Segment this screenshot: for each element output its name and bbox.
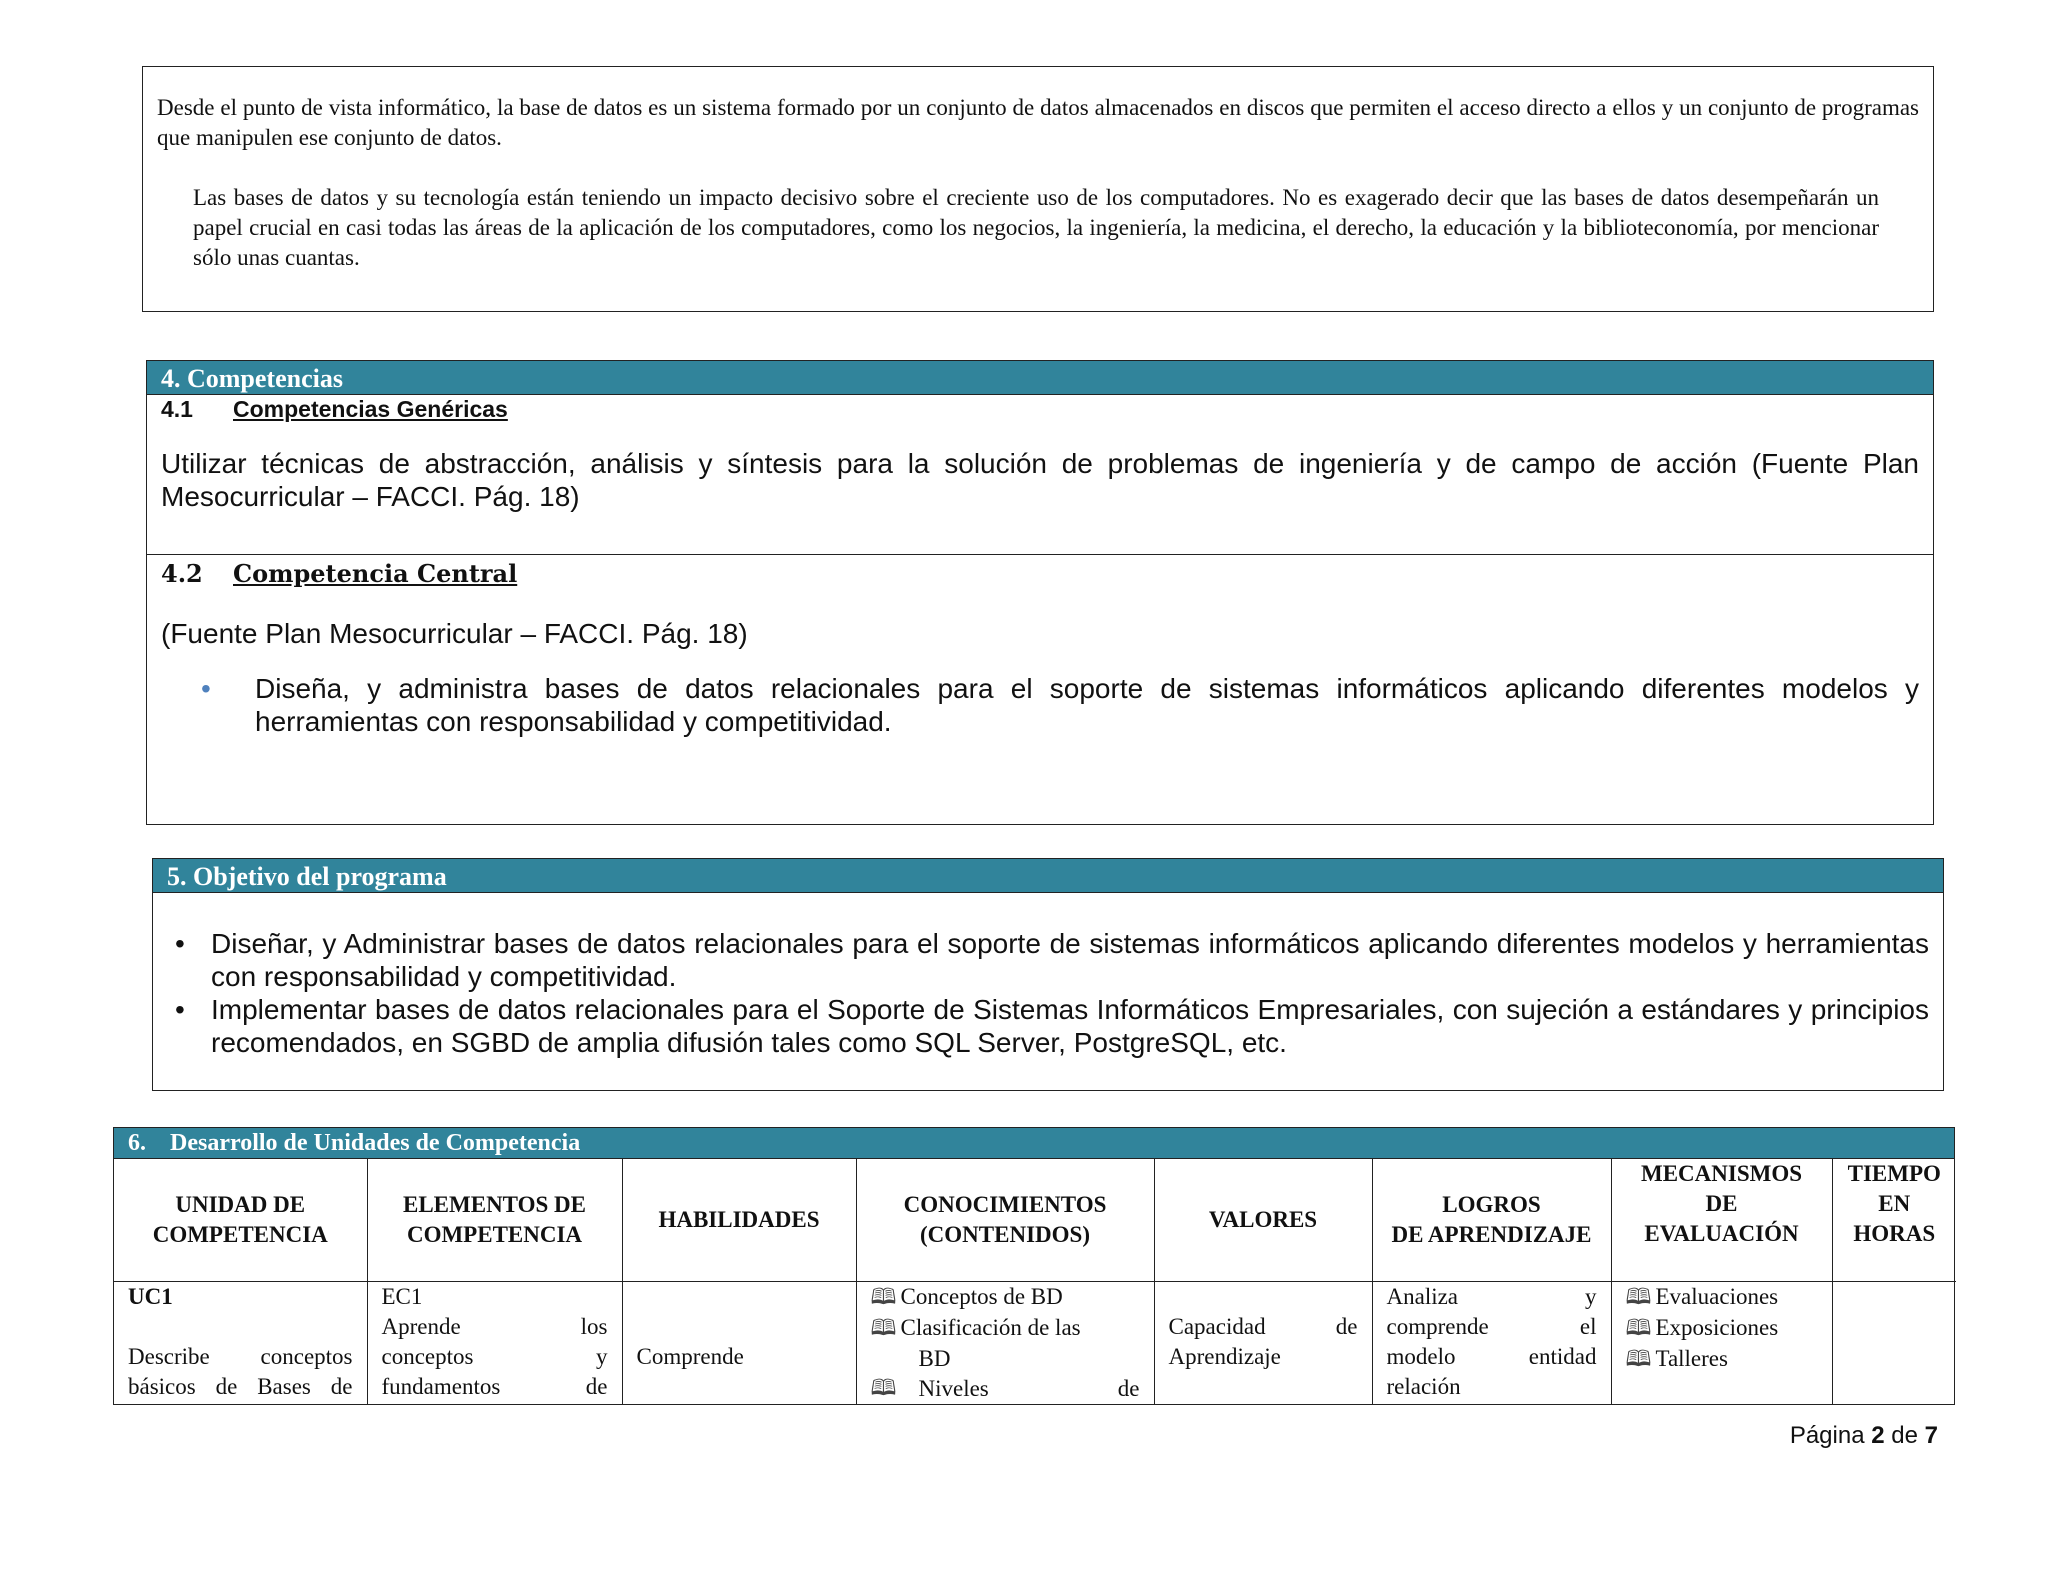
competencias-genericas-text: Utilizar técnicas de abstracción, análisis y síntesis para la solución de problemas de ingeniería y de campo de acción (Fuente Plan Mesocurricular – FACCI. Pág. 18) [161,448,1919,512]
competencia-central-list [161,672,1919,738]
section-4-title: 4. Competencias [147,361,1933,395]
unit-code: UC1 [128,1284,173,1309]
list-item [175,993,1929,1059]
section-objetivo [152,858,1944,1091]
open-book-icon: 🕮 [1625,1347,1652,1372]
column-header: CONOCIMIENTOS (CONTENIDOS) [856,1159,1154,1282]
open-book-icon: 🕮 [1625,1316,1652,1341]
list-item-text: Implementar bases de datos relacionales para el Soporte de Sistemas Informáticos Empresariales, con sujeción a estándares y principios recomendados, en SGBD de amplia difusión tales como SQL Server, PostgreSQL, etc. [211,994,1929,1058]
section-competencias [146,360,1934,825]
skill-text: Comprende [636,1344,744,1369]
open-book-icon: 🕮 [1625,1285,1652,1310]
bullet-icon: • [175,994,185,1025]
evaluation-cell: 🕮 Evaluaciones 🕮 Exposiciones 🕮 Talleres [1611,1282,1832,1405]
unit-cell: UC1 Describe conceptos básicos de Bases de [114,1282,367,1405]
column-header: TIEMPO EN HORAS [1832,1159,1956,1282]
page-number: Página 2 de 7 [1789,1422,1938,1449]
competencia-central [147,555,1933,738]
intro-paragraph-1: Desde el punto de vista informático, la base de datos es un sistema formado por un conjunto de datos almacenados en discos que permiten el acceso directo a ellos y un conjunto de programas que manipulen ese conjunto de datos. [157,95,1919,150]
competencias-genericas [147,395,1933,555]
intro-paragraph-2: Las bases de datos y su tecnología están teniendo un impacto decisivo sobre el creciente uso de los computadores. No es exagerado decir que las bases de datos desempeñarán un papel crucial en casi todas las áreas de la aplicación de los computadores, como los negocios, la ingeniería, la medicina, el derecho, la educación y la biblioteconomía, por mencionar sólo unas cuantas. [193,185,1879,270]
subsection-number: 4.2 [161,559,203,588]
list-item [201,672,1919,738]
list-item-text: Diseña, y administra bases de datos relacionales para el soporte de sistemas informáticos aplicando diferentes modelos y herramientas con responsabilidad y competitividad. [255,673,1919,737]
element-cell: EC1 Aprende los conceptos y fundamentos de [367,1282,622,1405]
bullet-icon: • [175,928,185,959]
skill-cell [622,1282,856,1405]
section-title: Desarrollo de Unidades de Competencia [170,1130,581,1156]
element-code: EC1 [381,1284,423,1309]
subsection-4-2-heading [161,555,1919,591]
subsection-title: Competencias Genéricas [233,396,508,422]
competencia-central-source: (Fuente Plan Mesocurricular – FACCI. Pág. 18) [161,618,748,649]
bullet-icon: • [201,673,211,704]
section-6-title [114,1128,1954,1159]
list-item [175,927,1929,993]
section-unidades [113,1127,1955,1405]
open-book-icon: 🕮 [870,1285,897,1310]
section-number: 6. [128,1130,146,1156]
achievements-cell: Analiza y comprende el modelo entidad relación [1372,1282,1611,1405]
column-header: VALORES [1154,1159,1372,1282]
knowledge-cell: 🕮 Conceptos de BD 🕮 Clasificación de las BD 🕮 Niveles de [856,1282,1154,1405]
column-header: UNIDAD DE COMPETENCIA [114,1159,367,1282]
column-header: ELEMENTOS DE COMPETENCIA [367,1159,622,1282]
subsection-4-1-heading [161,395,1919,423]
section-5-title: 5. Objetivo del programa [153,859,1943,893]
column-header: LOGROS DE APRENDIZAJE [1372,1159,1611,1282]
column-header: HABILIDADES [622,1159,856,1282]
hours-cell [1832,1282,1956,1405]
column-header: MECANISMOS DE EVALUACIÓN [1611,1159,1832,1282]
open-book-icon: 🕮 [870,1376,897,1401]
values-cell: Capacidad de Aprendizaje [1154,1282,1372,1405]
open-book-icon: 🕮 [870,1316,897,1341]
units-table [114,1159,1956,1404]
subsection-number: 4.1 [161,396,193,422]
table-row [114,1282,1956,1405]
table-header-row [114,1159,1956,1282]
subsection-title: Competencia Central [233,559,518,588]
list-item-text: Diseñar, y Administrar bases de datos relacionales para el soporte de sistemas informáticos aplicando diferentes modelos y herramientas con responsabilidad y competitividad. [211,928,1929,992]
objetivo-list [153,927,1943,1059]
intro-box [142,66,1934,312]
